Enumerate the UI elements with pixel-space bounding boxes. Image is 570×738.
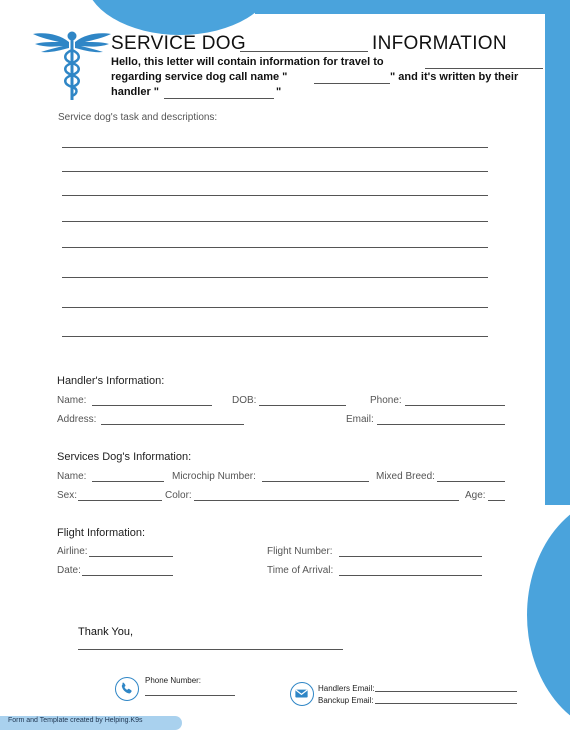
handler-email-contact-input[interactable] xyxy=(375,691,517,692)
task-line[interactable] xyxy=(62,247,488,248)
phone-number-input[interactable] xyxy=(145,695,235,696)
sex-input[interactable] xyxy=(78,500,162,501)
airline-input[interactable] xyxy=(89,556,173,557)
caduceus-icon xyxy=(33,28,111,102)
top-blue-circle xyxy=(85,0,275,35)
date-label: Date: xyxy=(57,565,81,576)
backup-email-label: Banckup Email: xyxy=(318,696,374,705)
handler-email-input[interactable] xyxy=(377,424,505,425)
task-line[interactable] xyxy=(62,277,488,278)
handler-dob-input[interactable] xyxy=(259,405,346,406)
travel-destination-field[interactable] xyxy=(425,68,543,69)
intro-line-3b: " xyxy=(276,86,282,98)
airline-label: Airline: xyxy=(57,546,88,557)
title-right: INFORMATION xyxy=(372,33,507,54)
mail-icon xyxy=(290,682,314,706)
handler-name-label: Name: xyxy=(57,395,87,406)
dog-name-input[interactable] xyxy=(92,481,164,482)
handler-name-input[interactable] xyxy=(92,405,212,406)
intro-line-2a: regarding service dog call name " xyxy=(111,71,288,83)
signature-line[interactable] xyxy=(78,649,343,650)
handler-phone-label: Phone: xyxy=(370,395,402,406)
thank-you: Thank You, xyxy=(78,626,134,638)
backup-email-input[interactable] xyxy=(375,703,517,704)
sex-label: Sex: xyxy=(57,490,78,501)
age-label: Age: xyxy=(465,490,486,501)
microchip-label: Microchip Number: xyxy=(172,471,256,482)
flight-heading: Flight Information: xyxy=(57,527,146,539)
tasks-label: Service dog's task and descriptions: xyxy=(58,112,218,123)
intro-line-2b: " and it's written by their xyxy=(390,71,519,83)
color-input[interactable] xyxy=(194,500,459,501)
handler-dob-label: DOB: xyxy=(232,395,257,406)
intro-line-1: Hello, this letter will contain information for travel to xyxy=(111,56,384,68)
task-line[interactable] xyxy=(62,336,488,337)
handler-address-input[interactable] xyxy=(101,424,244,425)
intro-line-3a: handler " xyxy=(111,86,160,98)
time-of-arrival-label: Time of Arrival: xyxy=(267,565,334,576)
mixed-breed-input[interactable] xyxy=(437,481,505,482)
time-of-arrival-input[interactable] xyxy=(339,575,482,576)
task-line[interactable] xyxy=(62,221,488,222)
flight-number-input[interactable] xyxy=(339,556,482,557)
task-line[interactable] xyxy=(62,307,488,308)
handler-heading: Handler's Information: xyxy=(57,375,165,387)
handler-email-contact-label: Handlers Email: xyxy=(318,684,375,693)
task-line[interactable] xyxy=(62,147,488,148)
task-line[interactable] xyxy=(62,195,488,196)
dog-heading: Services Dog's Information: xyxy=(57,451,192,463)
flight-number-label: Flight Number: xyxy=(267,546,333,557)
microchip-input[interactable] xyxy=(262,481,369,482)
date-input[interactable] xyxy=(82,575,173,576)
dog-name-label: Name: xyxy=(57,471,87,482)
age-input[interactable] xyxy=(488,500,505,501)
handler-address-label: Address: xyxy=(57,414,97,425)
bottom-right-blue-circle xyxy=(527,495,570,735)
handler-name-field[interactable] xyxy=(164,98,274,99)
top-blue-strip xyxy=(255,0,570,14)
task-line[interactable] xyxy=(62,171,488,172)
color-label: Color: xyxy=(165,490,192,501)
phone-number-label: Phone Number: xyxy=(145,676,202,685)
title-left: SERVICE DOG xyxy=(111,33,246,54)
phone-icon xyxy=(115,677,139,701)
footer-credit: Form and Template created by Helping.K9s xyxy=(8,717,143,724)
title-dog-name-field[interactable] xyxy=(240,51,368,52)
handler-phone-input[interactable] xyxy=(405,405,505,406)
handler-email-label: Email: xyxy=(346,414,374,425)
right-blue-border xyxy=(545,0,570,505)
call-name-field[interactable] xyxy=(314,83,390,84)
mixed-breed-label: Mixed Breed: xyxy=(376,471,435,482)
